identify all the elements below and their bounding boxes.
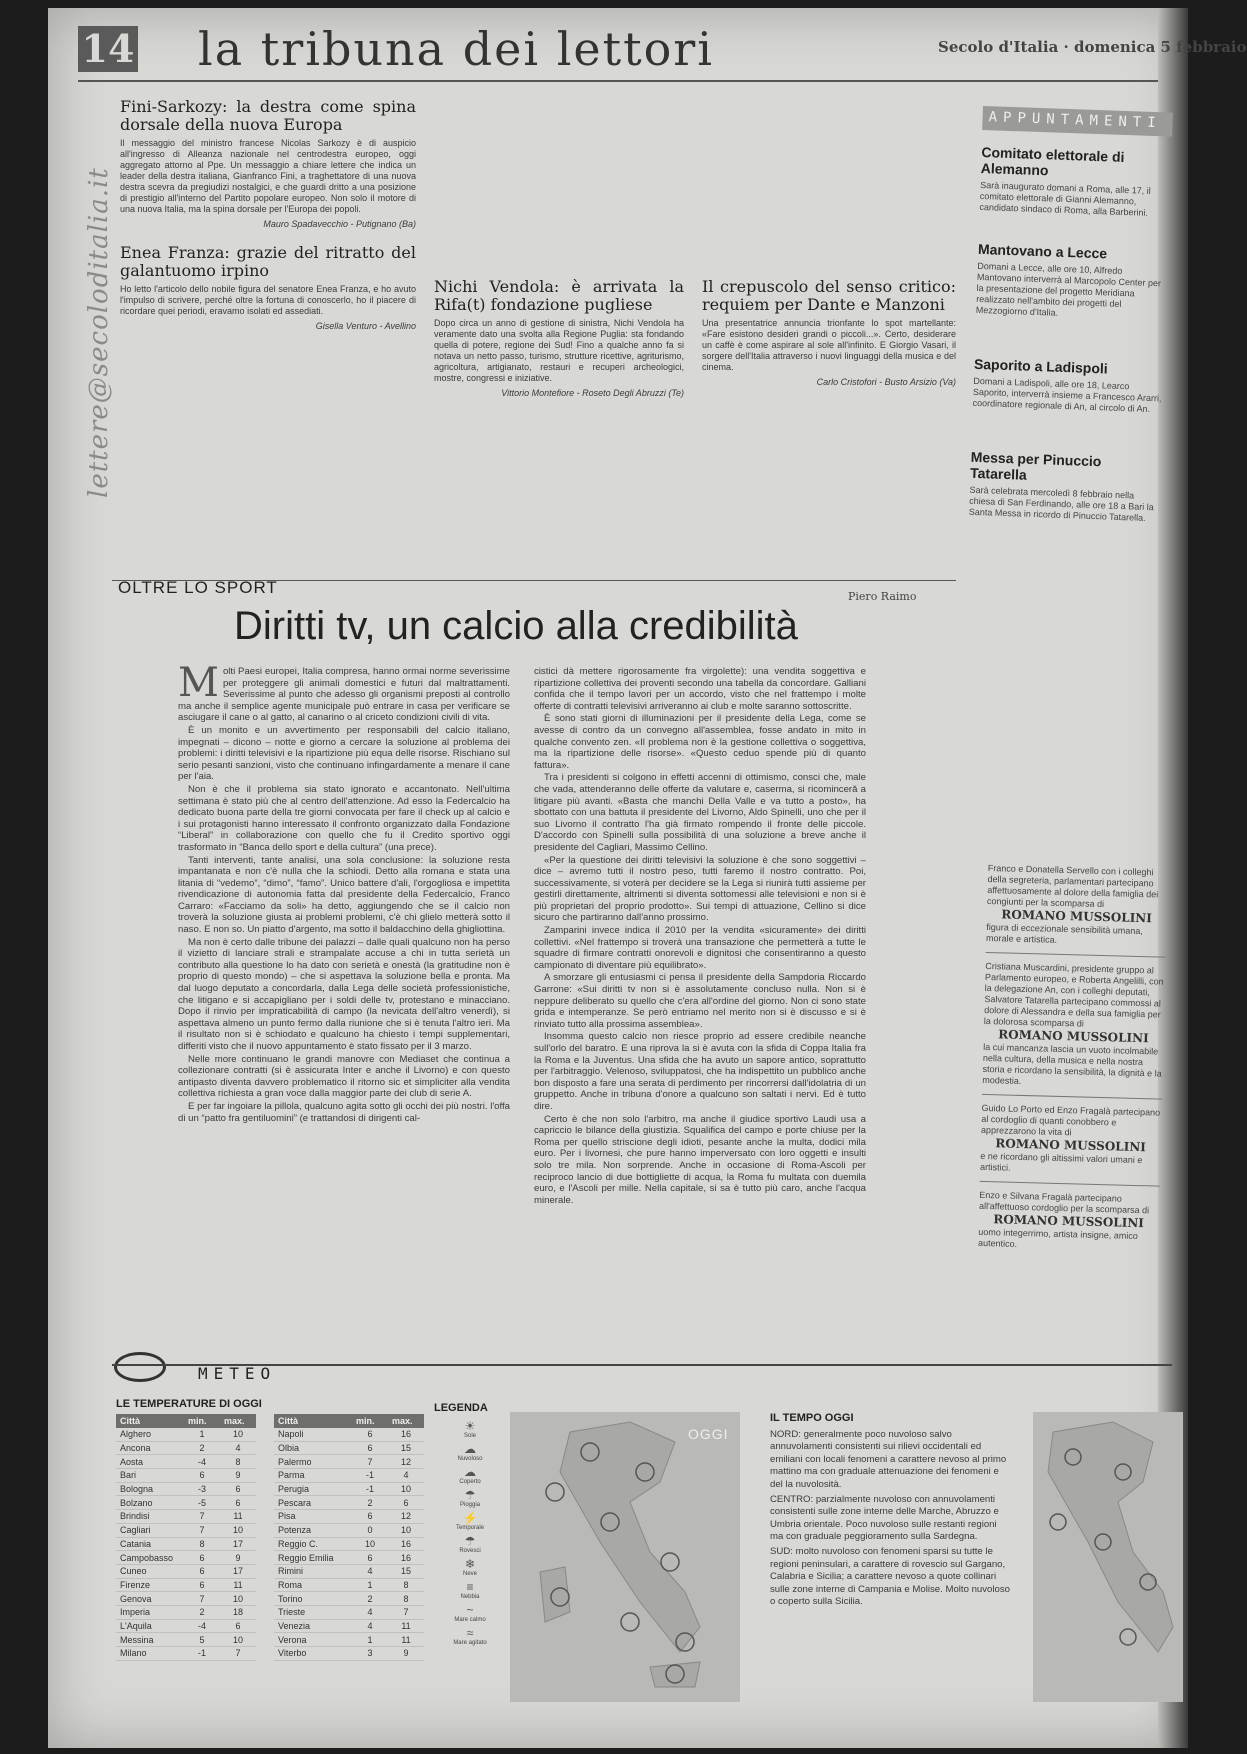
obituary [982, 961, 1165, 1091]
temperature-row [116, 1428, 256, 1441]
legend-label: Temporale [455, 1525, 484, 1531]
event-title: Messa per Pinuccio Tatarella [969, 448, 1102, 483]
forecast-column [770, 1412, 1010, 1611]
letters-email: lettere@secoloditalia.it [84, 167, 114, 498]
letter-signature: Mauro Spadavecchio - Putignano (Ba) [263, 219, 416, 229]
article-column-2 [534, 666, 866, 1207]
appuntamenti-column [969, 106, 1173, 524]
letter-title: Il crepuscolo del senso critico: requiem per Dante e Manzoni [702, 277, 956, 314]
max-temp: 9 [388, 1647, 424, 1661]
divider [980, 1181, 1160, 1187]
max-temp: 8 [220, 1455, 256, 1469]
city-name: Cagliari [116, 1523, 184, 1537]
temperature-row [116, 1619, 256, 1633]
max-temp: 10 [220, 1633, 256, 1647]
city-name: Perugia [274, 1482, 352, 1496]
letter-title: Nichi Vendola: è arrivata la Rifa(t) fondazione pugliese [434, 277, 684, 314]
temperature-row [274, 1496, 424, 1510]
temperature-row [274, 1564, 424, 1578]
article-paragraph: Non è che il problema sia stato ignorato e accantonato. Nell'ultima settimana è stato più che al centro dell'attenzione. Ad esso la Federcalcio ha dedicato buona parte della tre giorni convocata per fare il check up al calcio e i sui protagonisti hanno interessato il confronto organizzato dalla Fondazione “Liberal” in collaborazione con quello che fu il Credito sportivo oggi trasformato in “Banca dello sport e della cultura” (una prece). [178, 783, 510, 853]
weather-symbol-icon: ☀ [464, 1419, 476, 1433]
section-rule [112, 580, 956, 581]
temperature-table-1 [116, 1414, 256, 1661]
meteo-title: METEO [198, 1364, 277, 1383]
min-temp: 7 [184, 1510, 220, 1524]
max-temp: 17 [220, 1537, 256, 1551]
max-temp: 4 [220, 1441, 256, 1455]
article-author: Piero Raimo [848, 590, 917, 603]
letter-title: Fini-Sarkozy: la destra come spina dorsale della nuova Europa [120, 97, 416, 134]
letter-body: Una presentatrice annuncia trionfante lo spot martellante: «Fare esistono desideri grandi o piccoli...». Certo, desiderare un caffè è come aspirare al sole all'infinito. E Giorgio Vasari, il sorgere dell'Italia attraverso i nuovi linguaggi della musica e del cinema. [702, 318, 956, 372]
temperature-row [116, 1647, 256, 1661]
col-header: Città [116, 1414, 184, 1428]
max-temp: 15 [388, 1441, 424, 1455]
max-temp: 10 [220, 1592, 256, 1606]
obituary [986, 863, 1168, 949]
article-section-label: OLTRE LO SPORT [118, 578, 278, 597]
weather-symbol-icon: ≈ [466, 1626, 474, 1640]
today-label: OGGI [688, 1426, 729, 1442]
article-paragraph: E per far ingoiare la pillola, qualcuno agita sotto gli occhi dei più nostri. l'offa di un “patto fra gentiluomini” (e trattandosi di dirigenti cal- [178, 1100, 510, 1124]
temperature-row [116, 1551, 256, 1565]
legend-label: Nuvoloso [457, 1456, 483, 1462]
article-paragraph: Nelle more continuano le grandi manovre con Mediaset che continua a collezionare contratti (si è assicurata Inter e anche il Livorno) e con questo antipasto diventa davvero problematico il ritorno sic et simpliciter alla vendita collettiva richiesta a gran voce dalla maggior parte dei club di serie A. [178, 1053, 510, 1100]
max-temp: 11 [388, 1619, 424, 1633]
min-temp: 8 [184, 1537, 220, 1551]
max-temp: 10 [388, 1523, 424, 1537]
temperature-row [116, 1455, 256, 1469]
max-temp: 15 [388, 1564, 424, 1578]
min-temp: 0 [352, 1523, 388, 1537]
city-name: Napoli [274, 1428, 352, 1441]
italy-map-icon [1033, 1412, 1183, 1702]
event-title: Saporito a Ladispoli [973, 355, 1108, 377]
city-name: Messina [116, 1633, 184, 1647]
event-text: Domani a Lecce, alle ore 10, Alfredo Mantovano interverrà al Marcopolo Center per la presentazione del progetto Meridiana realizzato nell'ambito dei progetti del Mezzogiorno d'Italia. [975, 260, 1162, 318]
temperature-row [274, 1605, 424, 1619]
city-name: Roma [274, 1578, 352, 1592]
max-temp: 8 [388, 1578, 424, 1592]
obituary-text: Enzo e Silvana Fragalà partecipano all'affettuoso cordoglio per la scomparsa di [978, 1189, 1150, 1216]
max-temp: 6 [388, 1496, 424, 1510]
temperature-row [274, 1619, 424, 1633]
letters-column-2 [434, 98, 684, 413]
city-name: Milano [116, 1647, 184, 1661]
temperature-table-2 [274, 1414, 424, 1661]
col-header: min. [184, 1414, 220, 1428]
event-text: Domani a Ladispoli, alle ore 18, Learco Saporito, interverrà insieme a Francesco Ararri, coordinatore regionale di An, al circolo di An. [972, 375, 1162, 415]
min-temp: 7 [184, 1523, 220, 1537]
min-temp: 7 [352, 1455, 388, 1469]
legend-title: LEGENDA [434, 1402, 488, 1414]
letter-title: Enea Franza: grazie del ritratto del galantuomo irpino [120, 243, 416, 280]
legend-item [442, 1604, 498, 1627]
letter-body: Il messaggio del ministro francese Nicolas Sarkozy è di auspicio all'ingresso di Alleanza nazionale nel centrodestra europeo, oggi aggregato attorno al Ppe. Un messaggio a chiare lettere che indica un leader della destra italiana, Gianfranco Fini, a traghettatore di una nuova destra scevra da pregiudizi nostalgici, e che guardi dritto a una posizione di prestigio all'interno del Partito popolare europeo. Non solo il motore di una nuova Italia, ma la spina dorsale per l'Europa dei popoli. [120, 138, 416, 214]
masthead-rule [78, 80, 1158, 82]
legend-item [442, 1558, 498, 1581]
min-temp: 7 [184, 1592, 220, 1606]
divider [982, 1094, 1162, 1100]
article-paragraph: Tanti interventi, tante analisi, una sola conclusione: la soluzione resta impantanata e non c'è nulla che la schiodi. Detto alla romana e stata una litania di “vedemo”, “dimo”, “famo”. Unico battere d'ali, l'orgogliosa e impettita rivendicazione di autonomia fatta dal presidente della Federcalcio, Franco Carraro: «Facciamo da soli» ha detto, aggiungendo che se il calcio non troverà la soluzione giusta ai problemi problemi, c'è chi glielo metterà sotto il naso. E non so. Un piatto d'argento, ma sotto il baldacchino della ghigliottina. [178, 854, 510, 936]
max-temp: 17 [220, 1564, 256, 1578]
city-name: Torino [274, 1592, 352, 1606]
city-name: Firenze [116, 1578, 184, 1592]
obituary-name: ROMANO MUSSOLINI [998, 1027, 1149, 1046]
min-temp: 2 [184, 1605, 220, 1619]
min-temp: 6 [184, 1469, 220, 1483]
min-temp: 6 [184, 1578, 220, 1592]
city-name: L'Aquila [116, 1619, 184, 1633]
max-temp: 11 [388, 1633, 424, 1647]
max-temp: 12 [388, 1510, 424, 1524]
col-header: min. [352, 1414, 388, 1428]
event-title: Comitato elettorale di Alemanno [980, 143, 1125, 179]
article-paragraph: Zamparini invece indica il 2010 per la vendita «sicuramente» dei diritti collettivi. «Nel frattempo si troverà una transazione che permetterà a tutte le squadre di firmare contratti onorevoli e dignitosi che consentiranno a questo campionato di diventare più equilibrato». [534, 925, 866, 971]
event-text: Sarà inaugurato domani a Roma, alle 17, il comitato elettorale di Gianni Alemanno, candidato sindaco di Roma, alla Barberini. [979, 179, 1151, 218]
forecast-title: IL TEMPO OGGI [770, 1412, 854, 1424]
min-temp: 6 [184, 1551, 220, 1565]
col-header: Città [274, 1414, 352, 1428]
min-temp: -3 [184, 1482, 220, 1496]
weather-symbol-icon: ⚡ [462, 1511, 478, 1525]
min-temp: 1 [352, 1578, 388, 1592]
temperature-row [116, 1564, 256, 1578]
max-temp: 6 [220, 1619, 256, 1633]
temperature-row [116, 1523, 256, 1537]
letters-column-3 [702, 98, 956, 402]
min-temp: 5 [184, 1633, 220, 1647]
letter-signature: Gisella Venturo - Avellino [315, 321, 416, 331]
weather-symbol-icon: ☂ [464, 1488, 476, 1502]
max-temp: 11 [220, 1578, 256, 1592]
article-paragraph: Certo è che non solo l'arbitro, ma anche il giudice sportivo Laudi usa a capriccio le bilance della giustizia. Squalifica del campo e porte chiuse per la Roma per quello striscione degli idioti, pesante anche la multa, dodici mila euro. Per i livornesi, che pure hanno imperversato con loro oggetti e insulti solo tre mila. Non sorprende. Anche in occasione di Roma-Ascoli per reciproco lancio di due bottigliette di acqua, la Roma fu multata con duemila euro, e l'Ascoli per mille. Nella capitale, si sa è tutto più caro, anche l'acqua minerale. [534, 1113, 866, 1206]
min-temp: 6 [352, 1428, 388, 1441]
city-name: Verona [274, 1633, 352, 1647]
article-paragraph: «Per la questione dei diritti televisivi la soluzione è che sono soggettivi – dice – avremo tutti il nostro peso, tutti faremo il nostro contratto. Poi, successivamente, si voterà per decidere se la Lega si riunirà tutti assieme per gestirli direttamente, altrimenti si diventa sottomessi alle televisioni e non si è più proprietari del proprio prodotto». Sui tempi di attuazione, Cellino si dice sicuro che partiranno dall'anno prossimo. [534, 854, 866, 924]
min-temp: 10 [352, 1537, 388, 1551]
city-name: Ancona [116, 1441, 184, 1455]
temperature-row [274, 1523, 424, 1537]
max-temp: 18 [220, 1605, 256, 1619]
legend-label: Mare agitato [453, 1640, 487, 1646]
temperature-row [274, 1647, 424, 1661]
min-temp: 6 [184, 1564, 220, 1578]
article-paragraph: Insomma questo calcio non riesce proprio ad essere credibile neanche sull'orlo del baratro. E una riprova la si è avuta con la sfida di Coppa Italia fra la Roma e la Juventus. Una sfida che ha avuto un sapore antico, soprattutto per l'arbitraggio. Velenoso, sviluppatosi, che ha indispettito un pubblico anche bon disposto a fare una serata di perdimento per rincorrersi dall'idolatria di un gruppetto. Anche in tribuna d'onore a qualcuno son saltati i nervi. Ed è tutto dire. [534, 1031, 866, 1112]
legend-item [442, 1581, 498, 1604]
divider [986, 952, 1166, 958]
section-masthead: la tribuna dei lettori [198, 22, 714, 76]
obituary [980, 1103, 1162, 1178]
col-header: max. [388, 1414, 424, 1428]
city-name: Trieste [274, 1605, 352, 1619]
temperature-row [274, 1482, 424, 1496]
letter-body: Ho letto l'articolo dello nobile figura del senatore Enea Franza, e ho avuto l'impulso di scrivere, perché oltre la fortuna di conoscerlo, ho il piacere di ricordare quei periodi, eravamo isolati ed assediati. [120, 284, 416, 316]
temperatures-title: LE TEMPERATURE DI OGGI [116, 1398, 262, 1410]
obituary-name: ROMANO MUSSOLINI [993, 1212, 1145, 1231]
temperature-row [274, 1510, 424, 1524]
weather-legend [442, 1420, 498, 1650]
temperature-row [116, 1469, 256, 1483]
legend-label: Coperto [459, 1479, 481, 1485]
meteo-logo-icon [114, 1352, 166, 1382]
article-paragraph: È un monito e un avvertimento per responsabili del calcio italiano, impegnati – dicono – notte e giorno a cercare la soluzione al problema dei problemi: i diritti televisivi e la ripartizione più equa delle risorse. Rischiano sul serio pesanti sanzioni, visto che continuano infingardamente a menare il cane per l'aia. [178, 724, 510, 783]
weather-symbol-icon: ~ [466, 1603, 474, 1617]
city-name: Olbia [274, 1441, 352, 1455]
temperature-row [274, 1428, 424, 1441]
min-temp: -1 [184, 1647, 220, 1661]
city-name: Campobasso [116, 1551, 184, 1565]
min-temp: 4 [352, 1564, 388, 1578]
city-name: Reggio C. [274, 1537, 352, 1551]
city-name: Alghero [116, 1428, 184, 1441]
legend-item [442, 1466, 498, 1489]
temperature-row [116, 1510, 256, 1524]
weather-symbol-icon: ☁ [464, 1442, 476, 1456]
obituaries-column [978, 863, 1168, 1254]
city-name: Viterbo [274, 1647, 352, 1661]
city-name: Potenza [274, 1523, 352, 1537]
city-name: Bari [116, 1469, 184, 1483]
min-temp: -5 [184, 1496, 220, 1510]
city-name: Palermo [274, 1455, 352, 1469]
col-header: max. [220, 1414, 256, 1428]
article-headline: Diritti tv, un calcio alla credibilità [234, 604, 798, 648]
temperature-row [274, 1551, 424, 1565]
city-name: Reggio Emilia [274, 1551, 352, 1565]
min-temp: 4 [352, 1605, 388, 1619]
article-paragraph: Tra i presidenti si colgono in effetti accenni di ottimismo, consci che, male che vada, attenderanno delle offerte da valutare e, caserma, si ricominceră a litigare più avanti. «Basta che manchi Della Valle e va tutto a posto», ha sbottato con una battuta il presidente del Livorno, Aldo Spinelli, uno che per il suo Livorno il contratto l'ha già firmato rompendo il fronte delle piccole. D'accordo con Spinelli sulla possibilità di una soluzione a breve anche il presidente del Cagliari, Massimo Cellino. [534, 772, 866, 853]
obituary-name: ROMANO MUSSOLINI [995, 1136, 1147, 1155]
max-temp: 11 [220, 1510, 256, 1524]
temperature-row [116, 1578, 256, 1592]
legend-label: Neve [462, 1571, 477, 1577]
forecast-paragraph: NORD: generalmente poco nuvoloso salvo annuvolamenti consistenti sui rilievi occidentali ed emiliani con locali fenomeni a carattere nevoso al primo mattino ma con graduale attenuazione dei fenomeni e del la nuvolosità. [770, 1428, 1007, 1490]
temperature-row [274, 1592, 424, 1606]
obituary [978, 1190, 1159, 1254]
min-temp: 3 [352, 1647, 388, 1661]
temperature-row [116, 1605, 256, 1619]
temperature-row [274, 1537, 424, 1551]
max-temp: 16 [388, 1551, 424, 1565]
article-paragraph: olti Paesi europei, Italia compresa, hanno ormai norme severissime per proteggere gli animali domestici e futuri dal maltrattamenti. Severissime al punto che adesso gli organismi preposti al controllo ma anche il semplice agente municipale può entrare in casa per verificare se asciugare il cane o al gatto, al canarino o al criceto condizioni civili di vita. [178, 666, 510, 724]
drop-cap: M [178, 660, 219, 706]
min-temp: 1 [352, 1633, 388, 1647]
max-temp: 12 [388, 1455, 424, 1469]
city-name: Pisa [274, 1510, 352, 1524]
temperature-row [274, 1469, 424, 1483]
max-temp: 6 [220, 1482, 256, 1496]
legend-item [442, 1443, 498, 1466]
legend-label: Sole [463, 1433, 476, 1439]
obituary-text: e ne ricordano gli altissimi valori umani e artistici. [979, 1150, 1143, 1173]
max-temp: 8 [388, 1592, 424, 1606]
max-temp: 10 [220, 1428, 256, 1441]
min-temp: 6 [352, 1510, 388, 1524]
forecast-paragraph: CENTRO: parzialmente nuvoloso con annuvolamenti consistenti sulle zone interne delle Marche, Abruzzo e Umbria orientale. Poco nuvoloso sulle restanti regioni ma con graduale peggioramento sulla Sardegna. [770, 1493, 999, 1543]
obituary-name: ROMANO MUSSOLINI [1001, 907, 1153, 926]
temperature-row [274, 1455, 424, 1469]
min-temp: 6 [352, 1551, 388, 1565]
max-temp: 16 [388, 1428, 424, 1441]
temperature-row [116, 1441, 256, 1455]
max-temp: 16 [388, 1537, 424, 1551]
weather-map-today [510, 1412, 740, 1702]
city-name: Venezia [274, 1619, 352, 1633]
article-paragraph: cistici dà mettere rigorosamente fra virgolette): una vendita soggettiva e ripartizione collettiva dei proventi secondo una tabella da concordare. Galliani confida che il tempo lavori per un accordo, visto che nel frattempo i molte offerte di contratti televisivi arriveranno ai club e molte saranno sottoscritte. [534, 666, 866, 712]
city-name: Rimini [274, 1564, 352, 1578]
weather-symbol-icon: ❄ [464, 1557, 476, 1571]
min-temp: -4 [184, 1455, 220, 1469]
legend-item [442, 1627, 498, 1650]
min-temp: -4 [184, 1619, 220, 1633]
city-name: Pescara [274, 1496, 352, 1510]
min-temp: 2 [352, 1496, 388, 1510]
temperature-row [116, 1592, 256, 1606]
max-temp: 4 [388, 1469, 424, 1483]
italy-map-icon [510, 1412, 740, 1702]
city-name: Catania [116, 1537, 184, 1551]
legend-item [442, 1420, 498, 1443]
city-name: Bologna [116, 1482, 184, 1496]
city-name: Parma [274, 1469, 352, 1483]
obituary-text: Cristiana Muscardini, presidente gruppo al Parlamento europeo, e Roberta Angelilli, con la delegazione An, con i colleghi deputati, Salvatore Tatarella partecipano commossi al dolore di Alessandra e della sua famiglia per la dolorosa scomparsa di [983, 960, 1164, 1029]
temperature-row [116, 1633, 256, 1647]
legend-label: Nebbia [460, 1594, 480, 1600]
event-text: Sarà celebrata mercoledì 8 febbraio nella chiesa di San Ferdinando, alle ore 18 a Bari la Santa Messa in ricordo di Pinuccio Tatarella. [968, 484, 1154, 523]
temperature-row [274, 1441, 424, 1455]
article-paragraph: È sono stati giorni di illuminazioni per il presidente della Lega, come se avesse di contro da un convegno all'assemblea, fosse andato in mito in qualche convento zen. «Il problema non è la gestione collettiva o soggettiva, ma la ripartizione delle risorse». «Questo ceduo spende più di quanto fattura». [534, 713, 866, 771]
legend-label: Pioggia [459, 1502, 480, 1508]
event-title: Mantovano a Lecce [977, 240, 1108, 262]
obituary-text: Franco e Donatella Servello con i colleghi della segreteria, parlamentari partecipano affettuosamente al dolore della famiglia dei congiunti per la scomparsa di [986, 863, 1159, 910]
max-temp: 9 [220, 1551, 256, 1565]
city-name: Cuneo [116, 1564, 184, 1578]
min-temp: 6 [352, 1441, 388, 1455]
min-temp: 1 [184, 1428, 220, 1441]
letter-signature: Vittorio Montefiore - Roseto Degli Abruzzi (Te) [501, 388, 684, 398]
weather-symbol-icon: ≡ [466, 1580, 474, 1594]
legend-label: Mare calmo [454, 1617, 486, 1623]
city-name: Aosta [116, 1455, 184, 1469]
article-column-1 [178, 660, 510, 1125]
min-temp: 4 [352, 1619, 388, 1633]
page-number: 14 [78, 26, 138, 72]
appuntamenti-header: APPUNTAMENTI [982, 106, 1173, 137]
legend-item [442, 1489, 498, 1512]
city-name: Bolzano [116, 1496, 184, 1510]
weather-symbol-icon: ☁ [464, 1465, 476, 1479]
article-paragraph: Ma non è certo dalle tribune dei palazzi – dalle quali qualcuno non ha perso il vizietto di lanciare strali e strampalate accuse a chi in tutta serietà un contributo alla questione lo ha dato con serietà e onestà (la gratitudine non è proprio di questo mondo) – che si aspettava la soluzione bella e pronta. Ma dal luogo deputato a concordarla, dalla Lega delle società professionistiche, che litigano e si accapigliano per i soldi delle tv, protestano e minacciano. Dopo il rinvio per impraticabilità di campo (la nevicata dell'altro venerdì), si aspettava almeno un punto fermo dalla riunione che si è tenuta l'altro ieri. Ma il risultato non si è schiodato e qualcuno ha chiesto i tempi supplementari, differiti visto che il nuovo appuntamento è stato fissato per il 3 marzo. [178, 936, 510, 1052]
city-name: Imperia [116, 1605, 184, 1619]
max-temp: 9 [220, 1469, 256, 1483]
obituary-text: la cui mancanza lascia un vuoto incolmabile nella cultura, della musica e nella nostra storia e ricordano la sensibilità, la dignità e la modestia. [982, 1041, 1162, 1086]
max-temp: 6 [220, 1496, 256, 1510]
temperature-row [274, 1578, 424, 1592]
min-temp: 2 [184, 1441, 220, 1455]
max-temp: 10 [220, 1523, 256, 1537]
temperature-row [116, 1496, 256, 1510]
min-temp: -1 [352, 1482, 388, 1496]
obituary-text: uomo integerrimo, artista insigne, amico autentico. [977, 1226, 1138, 1249]
legend-label: Rovesci [459, 1548, 481, 1554]
weather-map-tomorrow [1033, 1412, 1183, 1702]
newspaper-page [48, 8, 1247, 1748]
city-name: Brindisi [116, 1510, 184, 1524]
max-temp: 7 [388, 1605, 424, 1619]
max-temp: 7 [220, 1647, 256, 1661]
letter-body: Dopo circa un anno di gestione di sinistra, Nichi Vendola ha veramente dato una svolta alla Regione Puglia: sta fondando quella di potere, regione dei Sud! Fino a qualche anno fa si notava un netto passo, turismo, strutture ricettive, agriturismo, agricoltura, artigianato, restauri e recuperi archeologici, mostre, congressi e iniziative. [434, 318, 684, 383]
min-temp: 2 [352, 1592, 388, 1606]
temperature-row [274, 1633, 424, 1647]
letter-signature: Carlo Cristofori - Busto Arsizio (Va) [816, 377, 956, 387]
meteo-rule [112, 1364, 1172, 1366]
legend-item [442, 1535, 498, 1558]
forecast-paragraph: SUD: molto nuvoloso con fenomeni sparsi su tutte le regioni peninsulari, a carattere di rovescio sul Gargano, Calabria e Sicilia; a carattere nevoso a quote collinari sulle zone interne di Campania e Molise. Molto nuvoloso o coperto sulla Sicilia. [770, 1545, 1010, 1608]
letters-column-1 [120, 98, 416, 346]
legend-item [442, 1512, 498, 1535]
article-paragraph: A smorzare gli entusiasmi ci pensa il presidente della Sampdoria Riccardo Garrone: «Sui diritti tv non si è assolutamente concluso nulla. Non si è neppure deliberato su quello che c'era all'ordine del giorno. Non ci sono state grida e intemperanze. Se però entriamo nel merito non si è discusso e si è rinviato tutto alla prossima assemblea». [534, 972, 866, 1030]
max-temp: 10 [388, 1482, 424, 1496]
city-name: Genova [116, 1592, 184, 1606]
obituary-text: figura di eccezionale sensibilità umana, morale e artistica. [985, 921, 1143, 945]
obituary-text: Guido Lo Porto ed Enzo Fragalà partecipano al cordoglio di quanti conobbero e apprezzarono la vita di [980, 1102, 1161, 1138]
temperature-row [116, 1537, 256, 1551]
weather-symbol-icon: ☂ [464, 1534, 476, 1548]
min-temp: -1 [352, 1469, 388, 1483]
temperature-row [116, 1482, 256, 1496]
newspaper-name: Secolo d'Italia · domenica 5 febbraio [938, 38, 1247, 56]
